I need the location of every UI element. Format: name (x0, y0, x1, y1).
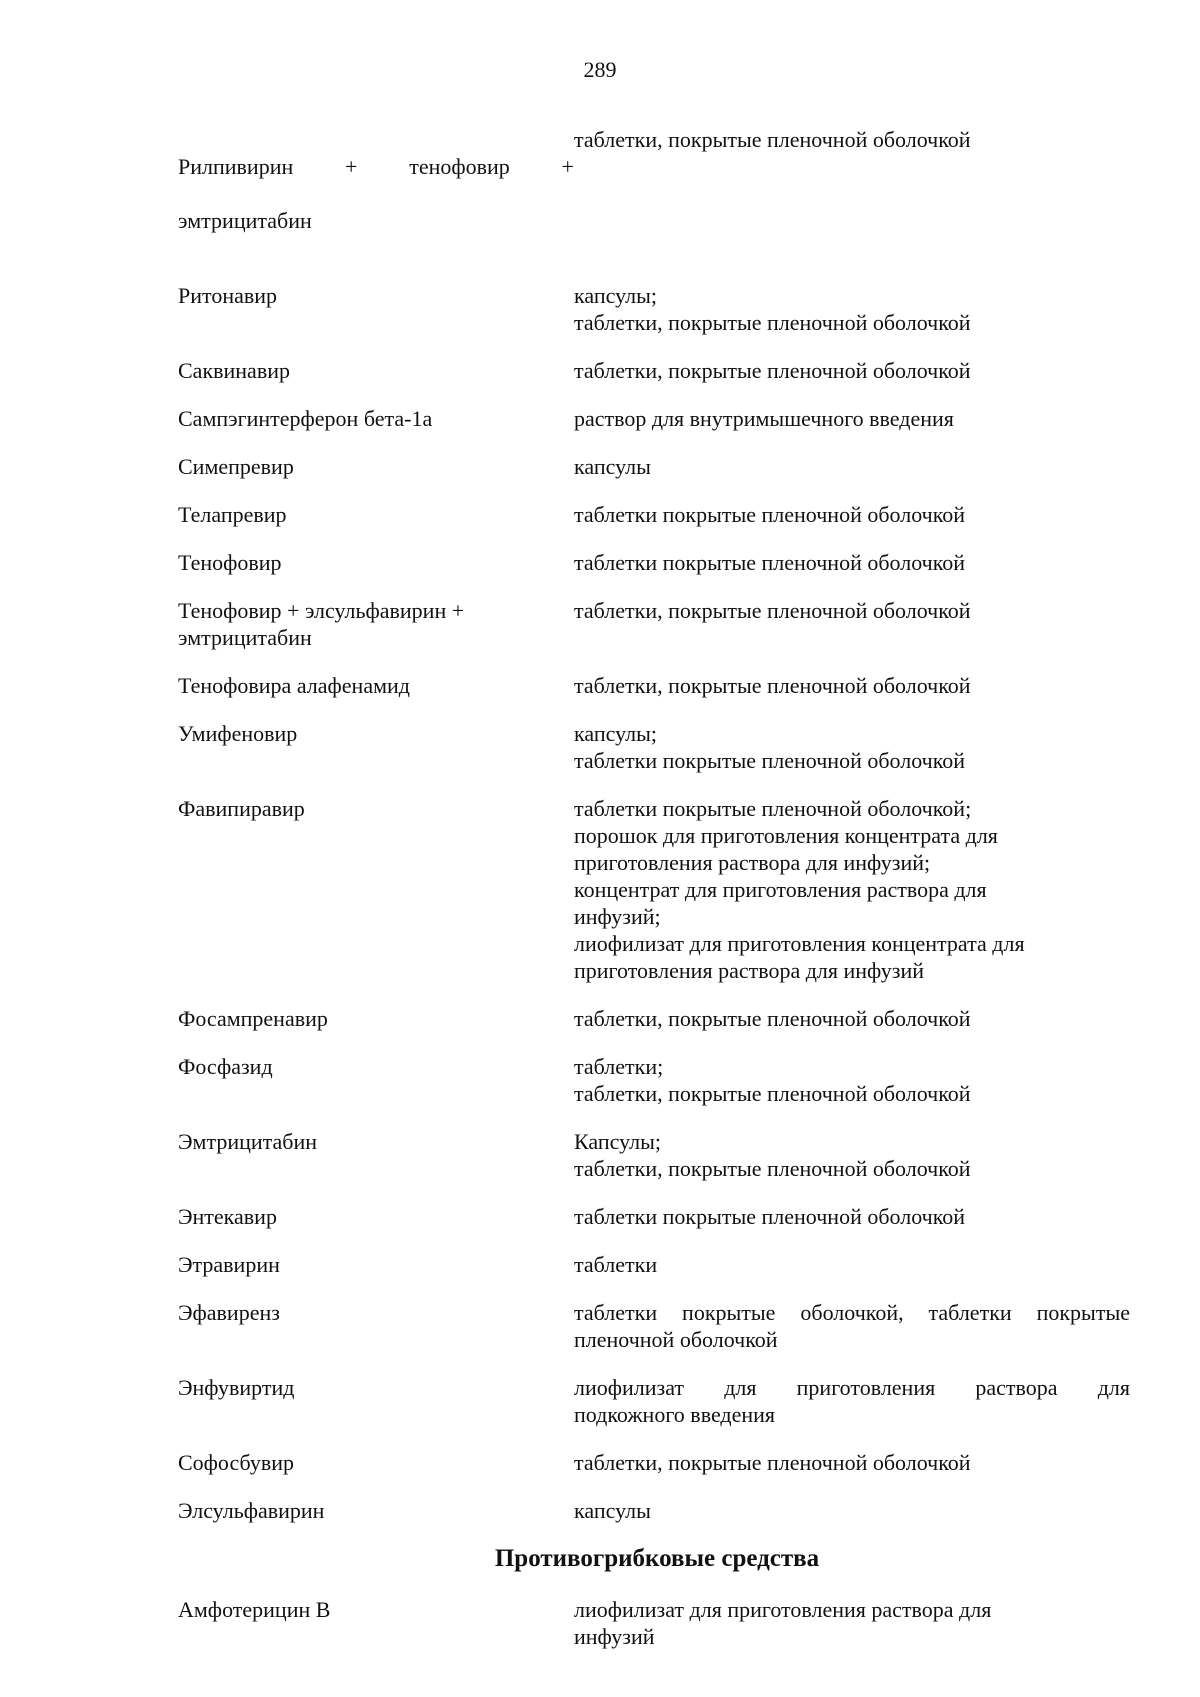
dosage-form: капсулы; (574, 721, 657, 746)
dosage-forms (574, 1299, 1130, 1353)
dosage-form: инфузий (574, 1624, 655, 1649)
dosage-form: пленочной оболочкой (574, 1327, 778, 1352)
drug-name-part: Рилпивирин (178, 154, 294, 179)
drug-name: Саквинавир (178, 358, 290, 383)
table-row (178, 501, 1130, 528)
drug-name: Фавипиравир (178, 796, 305, 821)
drug-name: Энтекавир (178, 1204, 277, 1229)
drug-name-part: + (561, 154, 574, 179)
table-row (178, 672, 1130, 699)
drug-name: Амфотерицин B (178, 1597, 331, 1622)
drug-name: Эмтрицитабин (178, 1129, 318, 1154)
drug-rows (178, 282, 1130, 1524)
dosage-form: таблетки покрытые пленочной оболочкой (574, 1204, 966, 1229)
table-row (178, 1497, 1130, 1524)
dosage-forms (574, 597, 1130, 624)
dosage-forms (574, 501, 1130, 528)
dosage-form: концентрат для приготовления раствора для (574, 877, 987, 902)
dosage-forms (574, 1128, 1130, 1182)
table-row (178, 795, 1130, 984)
table-row (178, 1449, 1130, 1476)
dosage-form: таблетки, покрытые пленочной оболочкой (574, 1156, 971, 1181)
drug-name: Фосампренавир (178, 1006, 328, 1031)
table-row (178, 1251, 1130, 1278)
drug-name: Умифеновир (178, 721, 298, 746)
drug-name: Ритонавир (178, 283, 278, 308)
table-row (178, 126, 1130, 261)
table-row (178, 1005, 1130, 1032)
dosage-form: лиофилизат для приготовления раствора для (574, 1375, 1130, 1400)
table-row (178, 549, 1130, 576)
dosage-form: капсулы; (574, 283, 657, 308)
dosage-form: лиофилизат для приготовления раствора для (574, 1597, 992, 1622)
dosage-forms (574, 405, 1130, 432)
dosage-forms (574, 549, 1130, 576)
table-row (178, 1203, 1130, 1230)
drug-table (178, 126, 1130, 1671)
drug-name-part: эмтрицитабин (178, 208, 312, 233)
drug-name: Фосфазид (178, 1054, 273, 1079)
drug-name (178, 126, 574, 261)
drug-name: Софосбувир (178, 1450, 295, 1475)
drug-name: Тенофовир (178, 550, 282, 575)
dosage-form: таблетки, покрытые пленочной оболочкой (574, 673, 971, 698)
dosage-form: приготовления раствора для инфузий (574, 958, 924, 983)
dosage-form: порошок для приготовления концентрата для (574, 823, 998, 848)
page-number: 289 (583, 57, 617, 82)
dosage-forms (574, 1203, 1130, 1230)
dosage-form: таблетки покрытые пленочной оболочкой; (574, 796, 972, 821)
dosage-form: таблетки покрытые пленочной оболочкой (574, 550, 966, 575)
drug-name: Телапревир (178, 502, 287, 527)
drug-name: Тенофовира алафенамид (178, 673, 410, 698)
dosage-form: таблетки; (574, 1054, 664, 1079)
dosage-forms (574, 1053, 1130, 1107)
drug-name: Сампэгинтерферон бета-1а (178, 406, 433, 431)
dosage-form: таблетки, покрытые пленочной оболочкой (574, 358, 971, 383)
dosage-forms (574, 795, 1130, 984)
drug-name: Этравирин (178, 1252, 280, 1277)
dosage-forms (574, 720, 1130, 774)
dosage-form: раствор для внутримышечного введения (574, 406, 954, 431)
dosage-forms (574, 1497, 1130, 1524)
drug-name-part: тенофовир (409, 154, 510, 179)
dosage-form: таблетки покрытые оболочкой, таблетки покрытые (574, 1300, 1130, 1325)
dosage-forms (574, 453, 1130, 480)
dosage-form: инфузий; (574, 904, 661, 929)
dosage-forms (574, 357, 1130, 384)
table-row (178, 1374, 1130, 1428)
dosage-form: таблетки, покрытые пленочной оболочкой (574, 598, 971, 623)
drug-name: Симепревир (178, 454, 294, 479)
dosage-forms (574, 1005, 1130, 1032)
table-row (178, 1128, 1130, 1182)
table-row (178, 357, 1130, 384)
dosage-forms (574, 672, 1130, 699)
dosage-forms (574, 282, 1130, 336)
dosage-form: таблетки, покрытые пленочной оболочкой (574, 127, 971, 152)
dosage-form: таблетки, покрытые пленочной оболочкой (574, 1006, 971, 1031)
dosage-form: таблетки, покрытые пленочной оболочкой (574, 310, 971, 335)
dosage-form: капсулы (574, 1498, 651, 1523)
drug-name-part: + (345, 154, 358, 179)
dosage-form: приготовления раствора для инфузий; (574, 850, 931, 875)
table-row (178, 405, 1130, 432)
drug-name: Тенофовир + элсульфавирин + эмтрицитабин (178, 598, 465, 650)
dosage-forms (574, 1251, 1130, 1278)
table-row (178, 282, 1130, 336)
section-heading: Противогрибковые средства (494, 1545, 820, 1572)
dosage-form: таблетки, покрытые пленочной оболочкой (574, 1450, 971, 1475)
table-row (178, 453, 1130, 480)
dosage-form: Капсулы; (574, 1129, 662, 1154)
dosage-form: подкожного введения (574, 1402, 776, 1427)
table-row (178, 1596, 1130, 1650)
drug-name: Элсульфавирин (178, 1498, 325, 1523)
dosage-form: таблетки (574, 1252, 658, 1277)
dosage-form: таблетки покрытые пленочной оболочкой (574, 502, 966, 527)
antifungal-rows (178, 1596, 1130, 1650)
dosage-form: таблетки покрытые пленочной оболочкой (574, 748, 966, 773)
table-row (178, 1299, 1130, 1353)
dosage-forms (574, 1374, 1130, 1428)
drug-name: Эфавиренз (178, 1300, 280, 1325)
dosage-forms (574, 126, 1130, 153)
dosage-forms (574, 1449, 1130, 1476)
table-row (178, 720, 1130, 774)
dosage-forms (574, 1596, 1130, 1650)
drug-name: Энфувиртид (178, 1375, 295, 1400)
dosage-form: лиофилизат для приготовления концентрата для (574, 931, 1025, 956)
dosage-form: таблетки, покрытые пленочной оболочкой (574, 1081, 971, 1106)
dosage-form: капсулы (574, 454, 651, 479)
table-row (178, 1053, 1130, 1107)
table-row (178, 597, 1130, 651)
